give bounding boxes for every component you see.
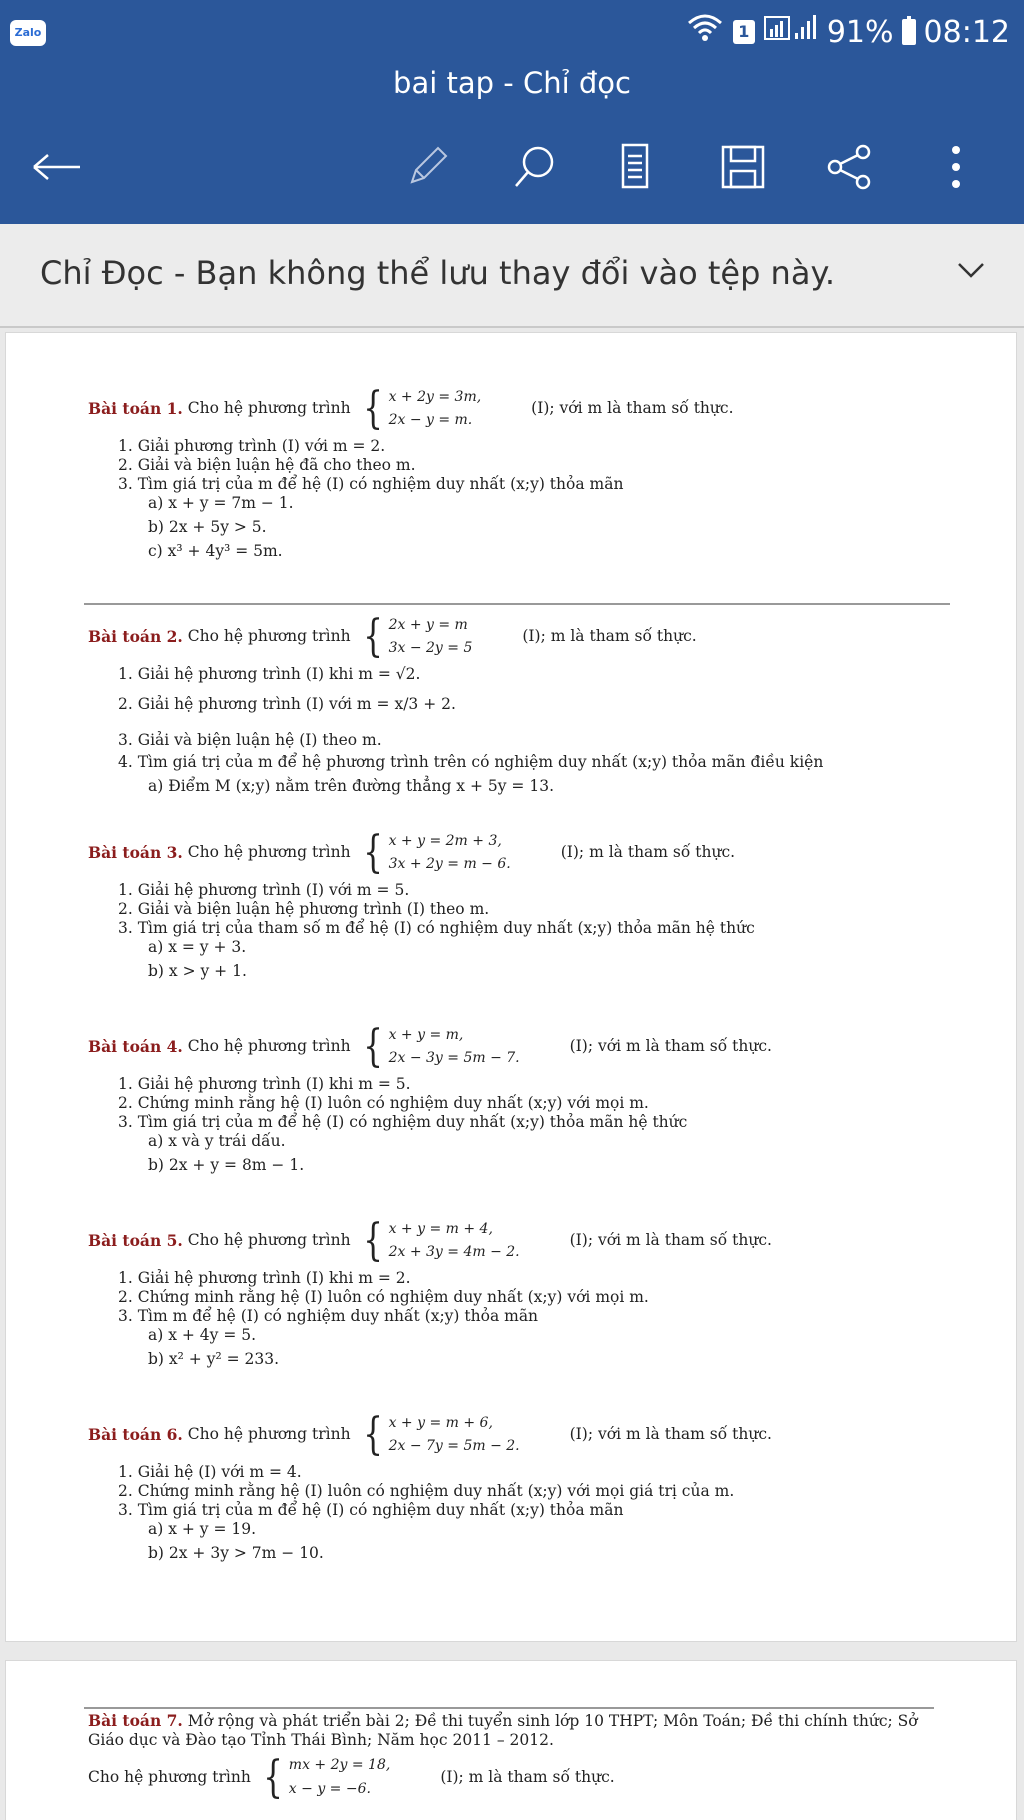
list-item: 1. Giải hệ phương trình (I) khi m = √2. — [118, 665, 421, 683]
problem-note: (I); với m là tham số thực. — [569, 1425, 772, 1444]
equation: x − y = −6. — [288, 1780, 371, 1797]
equation-system: { mx + 2y = 18, x − y = −6. — [262, 1751, 391, 1803]
equation: 2x − 3y = 5m − 7. — [388, 1050, 520, 1066]
problem-note: (I); với m là tham số thực. — [531, 399, 734, 418]
problem-2 — [88, 609, 823, 801]
problem-note: (I); với m là tham số thực. — [569, 1037, 772, 1056]
sub-item: b) 2x + 5y > 5. — [148, 518, 267, 536]
problem-6 — [88, 1407, 772, 1568]
problem-note: (I); m là tham số thực. — [522, 627, 697, 646]
equation-system: { x + y = 2m + 3, 3x + 2y = m − 6. — [362, 827, 511, 878]
reading-view-icon[interactable] — [604, 136, 666, 198]
signal-icon — [763, 13, 819, 51]
sub-item: b) x > y + 1. — [148, 962, 247, 980]
list-item: 3. Tìm giá trị của tham số m để hệ (I) có nghiệm duy nhất (x;y) thỏa mãn hệ thức — [118, 919, 755, 937]
app-bar — [0, 0, 1024, 224]
list-item: 2. Chứng minh rằng hệ (I) luôn có nghiệm duy nhất (x;y) với mọi m. — [118, 1288, 649, 1306]
sub-item: a) x + y = 19. — [148, 1520, 257, 1538]
problem-label: Bài toán 5. — [88, 1231, 183, 1251]
problem-intro: Cho hệ phương trình — [187, 1425, 351, 1444]
problem-intro: Cho hệ phương trình — [187, 843, 351, 862]
problem-4 — [88, 1019, 772, 1180]
equation-system: { x + y = m + 6, 2x − 7y = 5m − 2. — [362, 1409, 520, 1460]
divider — [84, 603, 950, 605]
equation: mx + 2y = 18, — [288, 1757, 391, 1774]
list-item: 2. Giải và biện luận hệ đã cho theo m. — [118, 456, 416, 474]
list-item: 2. Chứng minh rằng hệ (I) luôn có nghiệm duy nhất (x;y) với mọi m. — [118, 1094, 649, 1112]
problem-text: Mở rộng và phát triển bài 2; Đề thi tuyển sinh lớp 10 THPT; Môn Toán; Đề thi chính thức; Sở — [187, 1712, 918, 1730]
equation: 2x − y = m. — [388, 412, 473, 428]
list-item: 3. Giải và biện luận hệ (I) theo m. — [118, 731, 382, 749]
equation: 3x − 2y = 5 — [388, 640, 473, 656]
more-options-icon[interactable] — [925, 136, 987, 198]
equation: x + y = m, — [388, 1026, 464, 1043]
equation-system: { x + 2y = 3m, 2x − y = m. — [362, 383, 482, 434]
problem-note: (I); m là tham số thực. — [560, 843, 736, 862]
equation: 3x + 2y = m − 6. — [388, 856, 511, 872]
problem-3 — [88, 825, 755, 986]
back-arrow-icon[interactable] — [26, 136, 88, 198]
problem-intro: Cho hệ phương trình — [187, 1037, 351, 1056]
read-only-banner — [0, 224, 1024, 328]
problem-intro: Cho hệ phương trình — [187, 1231, 351, 1250]
document-title: bai tap - Chỉ đọc — [393, 66, 631, 100]
problem-label: Bài toán 3. — [88, 843, 183, 863]
sub-item: a) x và y trái dấu. — [148, 1132, 286, 1150]
problem-note: (I); với m là tham số thực. — [569, 1231, 772, 1250]
equation: 2x − 7y = 5m − 2. — [388, 1438, 520, 1454]
status-bar — [0, 0, 1024, 64]
equation-system: { x + y = m, 2x − 3y = 5m − 7. — [362, 1021, 520, 1072]
zalo-notification-icon: Zalo — [10, 20, 46, 46]
equation-system: { x + y = m + 4, 2x + 3y = 4m − 2. — [362, 1215, 520, 1266]
save-icon[interactable] — [712, 136, 774, 198]
sim-indicator: 1 — [733, 20, 755, 44]
sub-item: b) 2x + y = 8m − 1. — [148, 1156, 305, 1174]
read-only-message: Chỉ Đọc - Bạn không thể lưu thay đổi vào tệp này. — [40, 254, 835, 292]
equation: x + y = m + 4, — [388, 1220, 493, 1237]
clock: 08:12 — [923, 14, 1010, 50]
sub-item: c) x³ + 4y³ = 5m. — [148, 542, 283, 560]
chevron-down-icon[interactable] — [956, 260, 986, 284]
problem-label: Bài toán 1. — [88, 399, 183, 419]
problem-intro: Cho hệ phương trình — [88, 1768, 251, 1787]
list-item: 2. Giải và biện luận hệ phương trình (I) theo m. — [118, 900, 490, 918]
sub-item: a) Điểm M (x;y) nằm trên đường thẳng x + 5y = 13. — [148, 777, 554, 795]
equation: 2x + y = m — [388, 616, 468, 633]
problem-label: Bài toán 6. — [88, 1425, 183, 1445]
sub-item: b) 2x + 3y > 7m − 10. — [148, 1544, 324, 1562]
problem-intro: Cho hệ phương trình — [187, 399, 351, 418]
equation: x + 2y = 3m, — [388, 388, 482, 405]
equation-system: { 2x + y = m 3x − 2y = 5 — [362, 611, 473, 662]
problem-1 — [88, 381, 734, 566]
document-page-2 — [5, 1660, 1017, 1820]
problem-note: (I); m là tham số thực. — [440, 1768, 615, 1787]
list-item: 3. Tìm giá trị của m để hệ (I) có nghiệm duy nhất (x;y) thỏa mãn hệ thức — [118, 1113, 688, 1131]
sub-item: a) x + y = 7m − 1. — [148, 494, 294, 512]
list-item: 2. Giải hệ phương trình (I) với m = x/3 + 2. — [118, 695, 456, 713]
list-item: 1. Giải hệ phương trình (I) khi m = 2. — [118, 1269, 411, 1287]
sub-item: a) x + 4y = 5. — [148, 1326, 257, 1344]
list-item: 1. Giải hệ phương trình (I) khi m = 5. — [118, 1075, 411, 1093]
pencil-icon[interactable] — [396, 136, 458, 198]
equation: x + y = 2m + 3, — [388, 832, 502, 849]
sub-item: b) x² + y² = 233. — [148, 1350, 280, 1368]
list-item: 1. Giải hệ phương trình (I) với m = 5. — [118, 881, 410, 899]
problem-5 — [88, 1213, 772, 1374]
problem-7 — [88, 1711, 948, 1805]
equation: 2x + 3y = 4m − 2. — [388, 1244, 520, 1260]
share-icon[interactable] — [818, 136, 880, 198]
battery-percent: 91% — [826, 14, 894, 50]
list-item: 3. Tìm m để hệ (I) có nghiệm duy nhất (x;y) thỏa mãn — [118, 1307, 539, 1325]
list-item: 2. Chứng minh rằng hệ (I) luôn có nghiệm duy nhất (x;y) với mọi giá trị của m. — [118, 1482, 735, 1500]
sub-item: a) x = y + 3. — [148, 938, 247, 956]
list-item: 3. Tìm giá trị của m để hệ (I) có nghiệm duy nhất (x;y) thỏa mãn — [118, 1501, 624, 1519]
problem-label: Bài toán 7. — [88, 1711, 183, 1730]
list-item: 1. Giải hệ (I) với m = 4. — [118, 1463, 302, 1481]
problem-intro: Cho hệ phương trình — [187, 627, 351, 646]
document-page — [5, 332, 1017, 1642]
problem-text: Giáo dục và Đào tạo Tỉnh Thái Bình; Năm học 2011 – 2012. — [88, 1731, 554, 1750]
problem-label: Bài toán 2. — [88, 627, 183, 647]
equation: x + y = m + 6, — [388, 1414, 493, 1431]
problem-label: Bài toán 4. — [88, 1037, 183, 1057]
toolbar — [0, 136, 1024, 198]
list-item: 1. Giải phương trình (I) với m = 2. — [118, 437, 386, 455]
battery-icon — [902, 19, 916, 45]
divider — [84, 1707, 934, 1709]
list-item: 3. Tìm giá trị của m để hệ (I) có nghiệm duy nhất (x;y) thỏa mãn — [118, 475, 624, 493]
wifi-icon — [685, 13, 725, 51]
list-item: 4. Tìm giá trị của m để hệ phương trình trên có nghiệm duy nhất (x;y) thỏa mãn điều kiện — [118, 753, 824, 771]
search-icon[interactable] — [504, 136, 566, 198]
